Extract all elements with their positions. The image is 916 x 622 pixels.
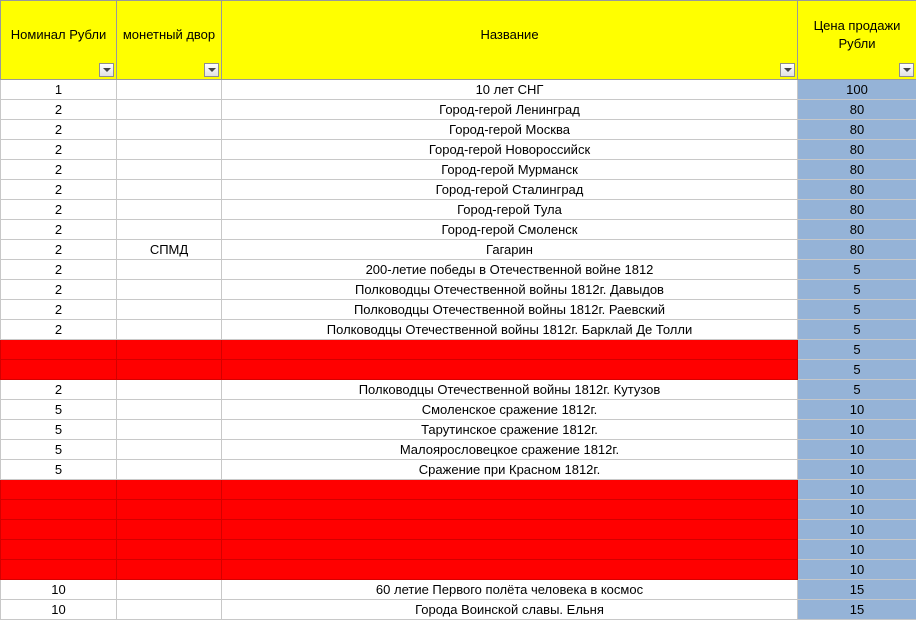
price-cell[interactable]: 80 [798, 200, 916, 220]
table-row [1, 120, 916, 140]
table-row [1, 600, 916, 620]
name-cell[interactable] [222, 500, 798, 520]
price-cell[interactable]: 80 [798, 160, 916, 180]
price-cell[interactable]: 5 [798, 360, 916, 380]
mint-cell[interactable] [117, 380, 222, 400]
name-cell[interactable]: Город-герой Тула [222, 200, 798, 220]
mint-cell[interactable] [117, 580, 222, 600]
table-row [1, 360, 916, 380]
name-cell[interactable]: Смоленское сражение 1812г. [222, 400, 798, 420]
header-nominal [1, 1, 117, 80]
table-row [1, 300, 916, 320]
nominal-cell[interactable] [1, 360, 117, 380]
table-row [1, 200, 916, 220]
mint-cell[interactable] [117, 80, 222, 100]
nominal-cell[interactable]: 2 [1, 380, 117, 400]
mint-cell[interactable] [117, 560, 222, 580]
nominal-cell[interactable]: 2 [1, 100, 117, 120]
nominal-cell[interactable]: 2 [1, 300, 117, 320]
mint-cell[interactable] [117, 600, 222, 620]
filter-dropdown-icon[interactable] [780, 63, 795, 77]
mint-cell[interactable] [117, 220, 222, 240]
mint-cell[interactable] [117, 520, 222, 540]
name-cell[interactable]: Полководцы Отечественной войны 1812г. Давыдов [222, 280, 798, 300]
price-cell[interactable]: 5 [798, 260, 916, 280]
table-row [1, 160, 916, 180]
name-cell[interactable]: Полководцы Отечественной войны 1812г. Кутузов [222, 380, 798, 400]
name-cell[interactable]: Тарутинское сражение 1812г. [222, 420, 798, 440]
table-row [1, 440, 916, 460]
table-body [1, 80, 916, 620]
price-cell[interactable]: 10 [798, 520, 916, 540]
nominal-cell[interactable]: 5 [1, 460, 117, 480]
mint-cell[interactable] [117, 540, 222, 560]
nominal-cell[interactable] [1, 520, 117, 540]
header-name [222, 1, 798, 80]
nominal-cell[interactable]: 2 [1, 200, 117, 220]
nominal-cell[interactable]: 2 [1, 220, 117, 240]
mint-cell[interactable] [117, 320, 222, 340]
table-row [1, 180, 916, 200]
table-row [1, 500, 916, 520]
table-row [1, 260, 916, 280]
price-cell[interactable]: 10 [798, 560, 916, 580]
mint-cell[interactable] [117, 140, 222, 160]
price-cell[interactable]: 10 [798, 500, 916, 520]
name-cell[interactable] [222, 340, 798, 360]
table-row [1, 220, 916, 240]
nominal-cell[interactable]: 2 [1, 260, 117, 280]
name-cell[interactable]: Полководцы Отечественной войны 1812г. Раевский [222, 300, 798, 320]
nominal-cell[interactable] [1, 480, 117, 500]
header-mint-label: монетный двор [122, 27, 216, 42]
price-cell[interactable]: 5 [798, 300, 916, 320]
filter-dropdown-icon[interactable] [899, 63, 914, 77]
nominal-cell[interactable]: 10 [1, 580, 117, 600]
price-cell[interactable]: 80 [798, 180, 916, 200]
table-row [1, 320, 916, 340]
table-row [1, 240, 916, 260]
nominal-cell[interactable]: 2 [1, 180, 117, 200]
price-cell[interactable]: 80 [798, 120, 916, 140]
price-cell[interactable]: 5 [798, 320, 916, 340]
header-mint [117, 1, 222, 80]
price-cell[interactable]: 5 [798, 280, 916, 300]
name-cell[interactable] [222, 360, 798, 380]
price-cell[interactable]: 5 [798, 340, 916, 360]
nominal-cell[interactable]: 2 [1, 160, 117, 180]
table-row [1, 580, 916, 600]
name-cell[interactable]: Город-герой Сталинград [222, 180, 798, 200]
price-cell[interactable]: 15 [798, 580, 916, 600]
name-cell[interactable]: 60 летие Первого полёта человека в космос [222, 580, 798, 600]
price-cell[interactable]: 80 [798, 100, 916, 120]
name-cell[interactable]: Город-герой Ленинград [222, 100, 798, 120]
nominal-cell[interactable]: 2 [1, 120, 117, 140]
nominal-cell[interactable] [1, 340, 117, 360]
price-cell[interactable]: 10 [798, 480, 916, 500]
mint-cell[interactable] [117, 500, 222, 520]
mint-cell[interactable] [117, 180, 222, 200]
price-cell[interactable]: 10 [798, 540, 916, 560]
nominal-cell[interactable]: 10 [1, 600, 117, 620]
price-cell[interactable]: 80 [798, 240, 916, 260]
name-cell[interactable]: Город-герой Мурманск [222, 160, 798, 180]
header-nominal-label: Номинал Рубли [10, 27, 107, 42]
nominal-cell[interactable]: 1 [1, 80, 117, 100]
mint-cell[interactable] [117, 420, 222, 440]
name-cell[interactable] [222, 480, 798, 500]
price-cell[interactable]: 10 [798, 420, 916, 440]
name-cell[interactable]: Города Воинской славы. Ельня [222, 600, 798, 620]
nominal-cell[interactable]: 2 [1, 280, 117, 300]
price-cell[interactable]: 80 [798, 140, 916, 160]
nominal-cell[interactable]: 2 [1, 320, 117, 340]
nominal-cell[interactable] [1, 560, 117, 580]
nominal-cell[interactable]: 5 [1, 440, 117, 460]
name-cell[interactable]: Город-герой Смоленск [222, 220, 798, 240]
mint-cell[interactable] [117, 200, 222, 220]
name-cell[interactable]: Город-герой Новороссийск [222, 140, 798, 160]
mint-cell[interactable] [117, 480, 222, 500]
header-price-label: Цена продажи Рубли [813, 18, 901, 51]
mint-cell[interactable] [117, 100, 222, 120]
table-row [1, 280, 916, 300]
mint-cell[interactable]: СПМД [117, 240, 222, 260]
name-cell[interactable]: Сражение при Красном 1812г. [222, 460, 798, 480]
table-row [1, 560, 916, 580]
name-cell[interactable]: 200-летие победы в Отечественной войне 1812 [222, 260, 798, 280]
nominal-cell[interactable] [1, 500, 117, 520]
table-row [1, 100, 916, 120]
price-cell[interactable]: 10 [798, 440, 916, 460]
filter-dropdown-icon[interactable] [99, 63, 114, 77]
price-cell[interactable]: 100 [798, 80, 916, 100]
table-row [1, 420, 916, 440]
price-cell[interactable]: 10 [798, 400, 916, 420]
mint-cell[interactable] [117, 280, 222, 300]
name-cell[interactable]: Полководцы Отечественной войны 1812г. Барклай Де Толли [222, 320, 798, 340]
price-cell[interactable]: 80 [798, 220, 916, 240]
name-cell[interactable]: 10 лет СНГ [222, 80, 798, 100]
mint-cell[interactable] [117, 120, 222, 140]
price-cell[interactable]: 15 [798, 600, 916, 620]
name-cell[interactable] [222, 520, 798, 540]
table-row [1, 340, 916, 360]
mint-cell[interactable] [117, 300, 222, 320]
name-cell[interactable]: Город-герой Москва [222, 120, 798, 140]
mint-cell[interactable] [117, 440, 222, 460]
nominal-cell[interactable]: 5 [1, 400, 117, 420]
table-row [1, 400, 916, 420]
nominal-cell[interactable]: 2 [1, 240, 117, 260]
mint-cell[interactable] [117, 260, 222, 280]
price-cell[interactable]: 5 [798, 380, 916, 400]
mint-cell[interactable] [117, 360, 222, 380]
table-row [1, 380, 916, 400]
name-cell[interactable]: Малоярословецкое сражение 1812г. [222, 440, 798, 460]
nominal-cell[interactable] [1, 540, 117, 560]
table-row [1, 520, 916, 540]
table-row [1, 540, 916, 560]
header-name-label: Название [480, 27, 539, 42]
nominal-cell[interactable]: 5 [1, 420, 117, 440]
table-row [1, 140, 916, 160]
header-row [1, 1, 916, 80]
mint-cell[interactable] [117, 400, 222, 420]
name-cell[interactable] [222, 540, 798, 560]
header-price [798, 1, 916, 80]
price-cell[interactable]: 10 [798, 460, 916, 480]
mint-cell[interactable] [117, 160, 222, 180]
filter-dropdown-icon[interactable] [204, 63, 219, 77]
name-cell[interactable] [222, 560, 798, 580]
name-cell[interactable]: Гагарин [222, 240, 798, 260]
nominal-cell[interactable]: 2 [1, 140, 117, 160]
mint-cell[interactable] [117, 460, 222, 480]
mint-cell[interactable] [117, 340, 222, 360]
table-row [1, 80, 916, 100]
table-row [1, 480, 916, 500]
table-row [1, 460, 916, 480]
